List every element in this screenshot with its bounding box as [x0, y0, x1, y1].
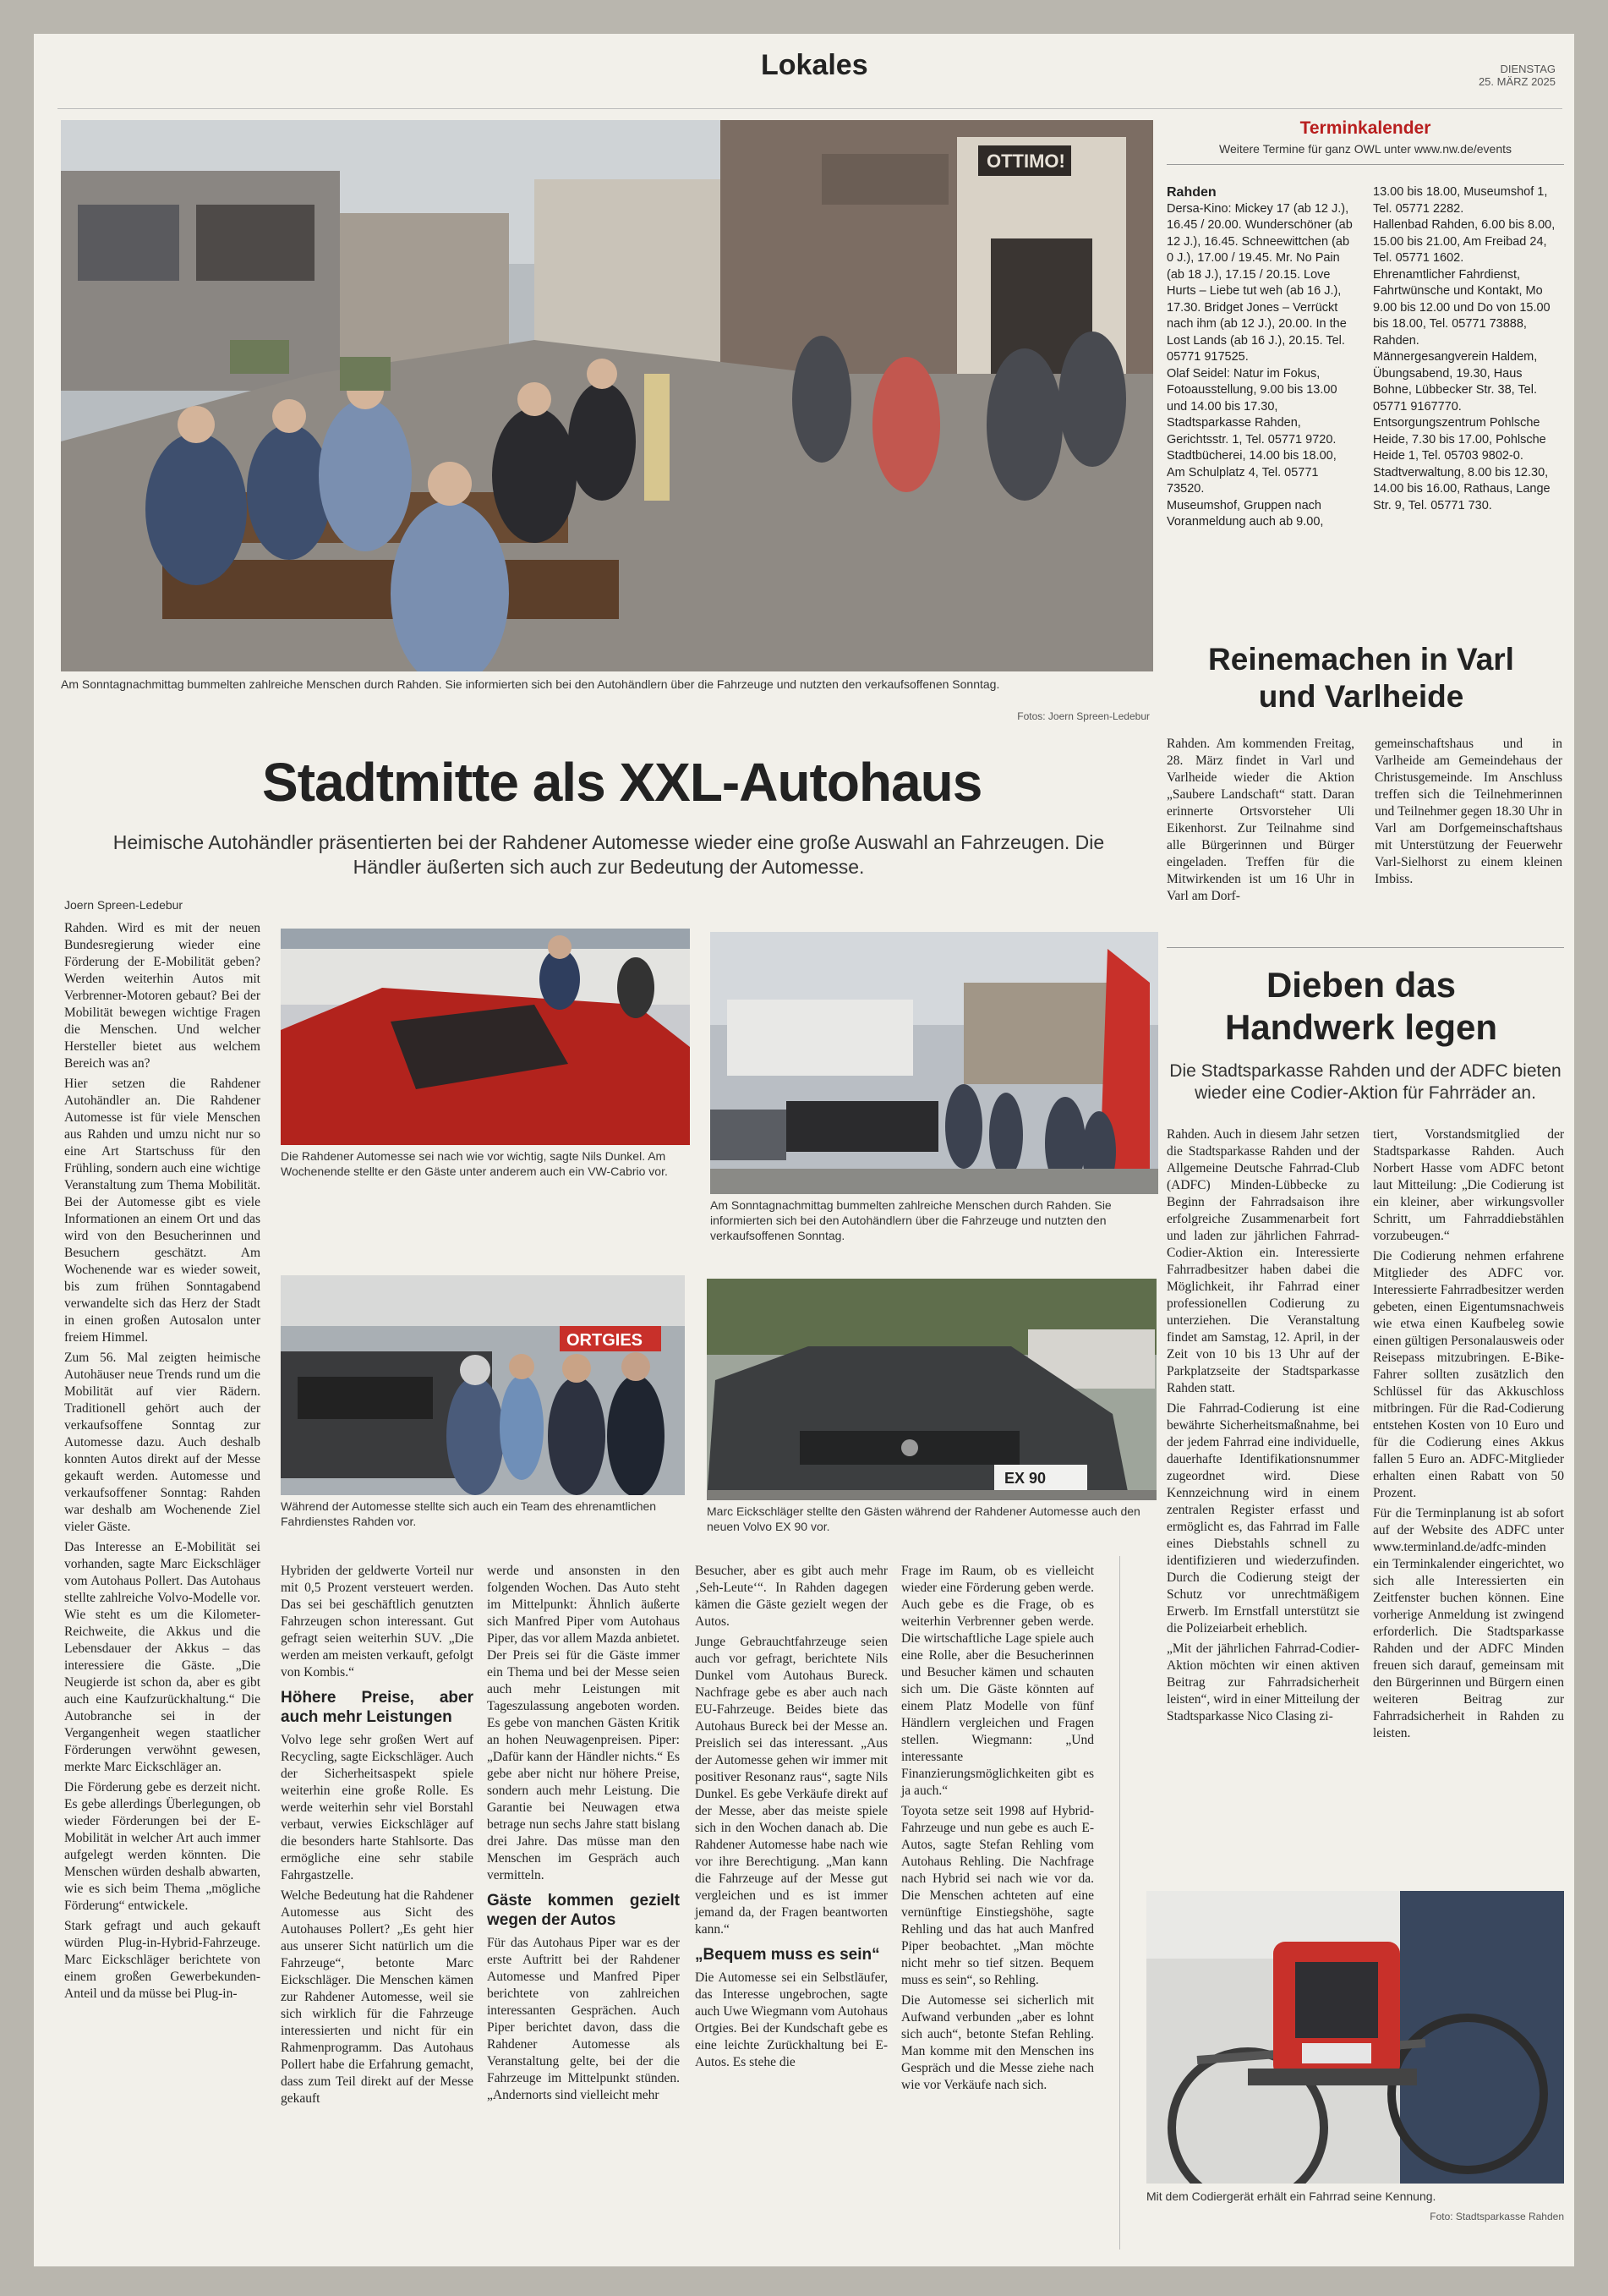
- newspaper-page: [34, 34, 1574, 2266]
- photo-cabrio-illustration: [281, 929, 690, 1145]
- hero-photo-illustration: [61, 120, 1153, 671]
- tk-entry: Stadtbücherei, 14.00 bis 18.00, Am Schulplatz 4, Tel. 05771 73520.: [1167, 449, 1337, 496]
- main-headline: Stadtmitte als XXL-Autohaus: [262, 752, 982, 813]
- subheading: Gäste kommen gezielt wegen der Autos: [487, 1892, 680, 1929]
- section-title: Lokales: [761, 49, 868, 81]
- reinemachen-column-2: gemeinschaftshaus und in Varlheide am Gemeindehaus der Christusgemeinde. Im Anschluss treffen sich die Teilnehmerinnen und Teilnehmer gegen 18.30 Uhr in Varl am Dorfgemeinschaftshaus mit Unterstützung der Feuerwehr Varl-Sielhorst zu einem kleinen Imbiss.: [1375, 737, 1562, 886]
- photo-codiergeraet-credit: Foto: Stadtsparkasse Rahden: [1430, 2211, 1564, 2222]
- hero-shop-sign: OTTIMO!: [987, 151, 1065, 172]
- header-rule: [57, 108, 1562, 109]
- hero-photo-credit: Fotos: Joern Spreen-Ledebur: [1017, 710, 1150, 722]
- photo-cabrio: [281, 929, 690, 1145]
- terminkalender-left-column: [1167, 184, 1354, 531]
- paragraph: Frage im Raum, ob es vielleicht wieder eine Förderung geben werde. Auch gebe es die Frage, ob es weiterhin Verbrenner geben werde. Die wirtschaftliche Lage spiele auch eine Rolle, aber die Besucherinnen und Besucher kämen und schauten sich um. Die Gäste könnten auf einem Platz Modelle von fünf Händlern vergleichen und Fragen stellen. Wiegmann: „Und interessante Finanzierungsmöglichkeiten gibt es ja auch.“: [901, 1564, 1094, 1798]
- main-column-1: [64, 920, 260, 2006]
- paragraph: Für das Autohaus Piper war es der erste Auftritt bei der Rahdener Automesse und Manfred Piper berichtete von zahlreichen interessanten Gesprächen. Auch Piper berichtet davon, dass die Rahdener Automesse als Veranstaltung gelte, bei der die Fahrzeuge im Mittelpunkt stünden. „Andernorts sind vielleicht mehr: [487, 1936, 680, 2102]
- photo-crowd-illustration: [710, 932, 1158, 1194]
- main-column-3: [487, 1563, 680, 2107]
- terminkalender-rule: [1167, 164, 1564, 165]
- dieben-rule: [1167, 947, 1564, 948]
- date: 25. MÄRZ 2025: [1478, 75, 1556, 88]
- paragraph: Das Interesse an E-Mobilität sei vorhanden, sagte Marc Eickschläger vom Autohaus Pollert. Das Autohaus stellte zahlreiche Volvo-Modelle vor. Wie steht es um die Kilometer-Reichweite, die Akkus und die Lebensdauer der Akkus – das interessiere die Gäste. „Die Neugierde ist schon da, aber es gibt auch eine Kaufzurückhaltung.“ Die Autobranche sei in der Vergangenheit wegen staatlicher Förderungen verwöhnt gewesen, merkte Marc Eickschläger an.: [64, 1540, 260, 1774]
- terminkalender-box: [1167, 118, 1564, 677]
- dieben-deck: Die Stadtsparkasse Rahden und der ADFC bieten wieder eine Codier-Aktion für Fahrräder an.: [1169, 1061, 1562, 1103]
- reinemachen-headline: Reinemachen in Varl und Varlheide: [1208, 642, 1514, 714]
- tk-entry: Olaf Seidel: Natur im Fokus, Fotoausstellung, 9.00 bis 13.00 und 14.00 bis 17.30, Stadtsparkasse Rahden, Gerichtsstr. 1, Tel. 05771 9720.: [1167, 366, 1337, 447]
- paragraph: Die Automesse sei sicherlich mit Aufwand verbunden „aber es lohnt sich auch“, betonte Stefan Rehling. Man komme mit den Menschen ins Gespräch und die Messe ziehe nach wie vor Verkäufe nach sich.: [901, 1993, 1094, 2092]
- terminkalender-title: Terminkalender: [1299, 118, 1431, 138]
- photo-codiergeraet-caption: Mit dem Codiergerät erhält ein Fahrrad seine Kennung.: [1146, 2189, 1436, 2203]
- paragraph: Welche Bedeutung hat die Rahdener Automesse aus Sicht des Autohauses Pollert? „Es geht hier aus unserer Sicht natürlich um die Fahrzeuge“, betonte Marc Eickschläger. Die Menschen kämen zur Rahdener Automesse, weil sie sich wirklich für die Fahrzeuge interessierten und nicht für ein Rahmenprogramm. Das Autohaus Pollert habe die Erfahrung gemacht, dass zum Teil direkt auf der Messe gekauft: [281, 1888, 473, 2106]
- photo-fahrdienst-sign: ORTGIES: [566, 1331, 643, 1350]
- author: Joern Spreen-Ledebur: [64, 898, 183, 912]
- tk-entry: Museumshof, Gruppen nach Voranmeldung auch ab 9.00,: [1167, 498, 1324, 529]
- paragraph: Besucher, aber es gibt auch mehr ‚Seh-Leute‘“. In Rahden dagegen kämen die Gäste gezielt wegen der Autos.: [695, 1564, 888, 1629]
- dieben-column-1: [1167, 1126, 1359, 1729]
- tk-entry: Ehrenamtlicher Fahrdienst, Fahrtwünsche und Kontakt, Mo 9.00 bis 12.00 und Do von 15.00 bis 18.00, Tel. 05771 73888, Rahden.: [1373, 267, 1551, 348]
- hero-photo-street-scene: [61, 120, 1153, 671]
- photo-codiergeraet-illustration: [1146, 1891, 1564, 2184]
- photo-cabrio-caption: Die Rahdener Automesse sei nach wie vor wichtig, sagte Nils Dunkel. Am Wochenende stellte er den Gäste unter anderem auch ein VW-Cabrio vor.: [281, 1149, 668, 1178]
- weekday: DIENSTAG: [1500, 63, 1556, 75]
- photo-volvo: [707, 1279, 1157, 1500]
- terminkalender-subtitle: Weitere Termine für ganz OWL unter www.nw.de/events: [1218, 142, 1512, 156]
- tk-entry: Stadtverwaltung, 8.00 bis 12.30, 14.00 bis 16.00, Rathaus, Lange Str. 9, Tel. 05771 730.: [1373, 465, 1551, 512]
- photo-crowd-caption: Am Sonntagnachmittag bummelten zahlreiche Menschen durch Rahden. Sie informierten sich bei den Autohändlern über die Fahrzeuge und nutzten den verkaufsoffenen Sonntag.: [710, 1198, 1112, 1242]
- paragraph: tiert, Vorstandsmitglied der Stadtsparkasse Rahden. Auch Norbert Hasse vom ADFC betont laut Mitteilung: „Die Codierung ist ein kleiner, aber wirkungsvoller Schritt, um Fahrraddiebstählen vorzubeugen.“: [1373, 1127, 1564, 1243]
- tk-entry: Männergesangverein Haldem, Übungsabend, 19.30, Haus Bohne, Lübbecker Str. 38, Tel. 05771 9167770.: [1373, 350, 1538, 414]
- main-deck: Heimische Autohändler präsentierten bei der Rahdener Automesse wieder eine große Auswahl an Fahrzeugen. Die Händler äußerten sich auch zur Bedeutung der Automesse.: [112, 831, 1105, 878]
- photo-volvo-plate: EX 90: [1004, 1470, 1047, 1487]
- paragraph: Stark gefragt und auch gekauft würden Plug-in-Hybrid-Fahrzeuge. Marc Eickschläger berichtete von einem großen Gewerbekunden-Anteil und da müsse bei Plug-in-: [64, 1919, 260, 2001]
- photo-fahrdienst: [281, 1275, 685, 1495]
- photo-fahrdienst-illustration: [281, 1275, 685, 1495]
- tk-entry: Entsorgungszentrum Pohlsche Heide, 7.30 bis 17.00, Pohlsche Heide 1, Tel. 05703 9802-0.: [1373, 416, 1546, 463]
- photo-fahrdienst-caption: Während der Automesse stellte sich auch ein Team des ehrenamtlichen Fahrdienstes Rahden vor.: [281, 1499, 657, 1528]
- paragraph: werde und ansonsten in den folgenden Wochen. Das Auto steht im Mittelpunkt: Ähnlich äußerte sich Manfred Piper vom Autohaus Piper, das vor allem Mazda anbietet. Der Preis sei für die Gäste immer ein Thema und bei der Messe seien auch mehr Leistungen mit Tageszulassung angeboten worden. Es gebe von manchen Gästen Kritik an hohen Neuwagenpreisen. Piper: „Dafür kann der Händler nichts.“ Es gebe aber nicht nur höhere Preise, sondern auch mehr Leistung. Die Garantie bei Neuwagen etwa betrage nun sechs Jahre statt bislang drei Jahre. Das müsse man den Menschen im Gespräch auch vermitteln.: [487, 1564, 680, 1882]
- photo-crowd-cars: [710, 932, 1158, 1194]
- subheading: Höhere Preise, aber auch mehr Leistungen: [281, 1689, 473, 1726]
- paragraph: Für die Terminplanung ist ab sofort auf der Website des ADFC unter www.terminland.de/adfc-minden ein Terminkalender eingerichtet, wo sich alle Interessierten ein Zeitfenster buchen können. Eine vorherige Anmeldung ist zwingend erforderlich. Die Stadtsparkasse Rahden und der ADFC Minden freuen sich darauf, gemeinsam mit den Bürgerinnen und Bürgern einen weiteren Beitrag zur Fahrradsicherheit in Rahden zu leisten.: [1373, 1506, 1564, 1740]
- subheading: „Bequem muss es sein“: [695, 1946, 880, 1964]
- paragraph: Hybriden der geldwerte Vorteil nur mit 0,5 Prozent versteuert werden. Das sei bei geschäftlich genutzten Fahrzeugen schon interessant. Gut gefragt seien weiterhin SUV. „Die werden am meisten verkauft, gefolgt von Kombis.“: [281, 1564, 473, 1680]
- paragraph: Die Förderung gebe es derzeit nicht. Es gebe allerdings Überlegungen, ob wieder Förderungen bei der E-Mobilität in welcher Art auch immer aufgelegt werden könnten. Die Menschen würden deshalb abwarten, wie es sich beim Thema „mögliche Förderung“ entwickele.: [64, 1780, 260, 1913]
- paragraph: Volvo lege sehr großen Wert auf Recycling, sagte Eickschläger. Auch der Sicherheitsaspekt spiele weiterhin eine große Rolle. Es werde weiterhin sehr viel Borstahl verbaut, verwies Eickschläger auf die besonders harte Stahlsorte. Das ermögliche eine sehr stabile Fahrgastzelle.: [281, 1733, 473, 1882]
- reinemachen-column-1: Rahden. Am kommenden Freitag, 28. März findet in Varl und Varlheide wieder die Aktion „Saubere Landschaft“ statt. Daran erinnerte Ortsvorsteher Uli Eikenhorst. Zur Teilnahme sind alle Bürgerinnen und Bürger eingeladen. Treffen für die Mitwirkenden ist um 16 Uhr in Varl am Dorf-: [1167, 737, 1354, 903]
- photo-volvo-illustration: [707, 1279, 1157, 1500]
- main-column-2: [281, 1563, 473, 2111]
- tk-entry: Hallenbad Rahden, 6.00 bis 8.00, 15.00 bis 21.00, Am Freibad 24, Tel. 05771 1602.: [1373, 218, 1556, 265]
- photo-volvo-caption: Marc Eickschläger stellte den Gästen während der Rahdener Automesse auch den neuen Volvo EX 90 vor.: [707, 1504, 1140, 1533]
- paragraph: Rahden. Wird es mit der neuen Bundesregierung wieder eine Förderung der E-Mobilität geben? Werden weiterhin Autos mit Verbrenner-Motoren gebaut? Bei der Mobilität bewegen wichtige Fragen die Menschen. Und welcher Hersteller bietet aus welchem Bereich was an?: [64, 921, 260, 1071]
- photo-codiergeraet: [1146, 1891, 1564, 2184]
- main-column-5: [901, 1563, 1094, 2097]
- tk-entry: 13.00 bis 18.00, Museumshof 1, Tel. 05771 2282.: [1373, 185, 1548, 216]
- paragraph: Zum 56. Mal zeigten heimische Autohäuser neue Trends rund um die Mobilität auf vier Rädern. Traditionell gehört auch der verkaufsoffene Sonntag zur Automesse dazu. Auch deshalb konnten Autos direkt auf der Messe gekauft werden. Automesse und verkaufsoffener Sonntag: Rahden war deshalb am Wochenende Ziel vieler Gäste.: [64, 1351, 260, 1534]
- tk-entry: Dersa-Kino: Mickey 17 (ab 12 J.), 16.45 / 20.00. Wunderschöner (ab 12 J.), 16.45. Schneewittchen (ab 0 J.), 17.00 / 19.45. Mr. No Pain (ab 18 J.), 17.15 / 20.15. Love Hurts – Liebe tut weh (ab 16 J.), 17.30. Bridget Jones – Verrückt nach ihm (ab 12 J.), 20.00. In the Lost Lands (ab 16 J.), 20.15. Tel. 05771 917525.: [1167, 201, 1353, 364]
- paragraph: Die Fahrrad-Codierung ist eine bewährte Sicherheitsmaßnahme, bei der jedem Fahrrad eine individuelle, dauerhafte Identifikationsnummer zugeordnet wird. Diese Kennzeichnung wird in einem zentralen Register erfasst und ermöglicht es, das Fahrrad im Falle eines Diebstahls schnell zu identifizieren und wiederzufinden. Durch die Codierung steigt der Schutz vor unrechtmäßigem Erwerb. Im Ernstfall unterstützt sie die Polizeiarbeit erheblich.: [1167, 1401, 1359, 1636]
- column-divider: [1119, 1556, 1120, 2249]
- paragraph: Hier setzen die Rahdener Autohändler an. Die Rahdener Automesse ist für viele Menschen aus Rahden und umzu nicht nur so eine Art Startschuss für den Frühling, sondern auch eine wichtige Veranstaltung zum Thema Mobilität. Bei der Automesse gibt es viele Informationen an einem Ort und das wird von den Besucherinnen und Besuchern geschätzt. Am Wochenende war es wieder soweit, bis zum frühen Sonntagabend verwandelte sich das Herz der Stadt in einen großen Autosalon unter freiem Himmel.: [64, 1077, 260, 1345]
- paragraph: Rahden. Auch in diesem Jahr setzen die Stadtsparkasse Rahden und der Allgemeine Deutsche Fahrrad-Club (ADFC) Minden-Lübbecke zu Beginn der Fahrradsaison ihre erfolgreiche Zusammenarbeit fort und laden zur jährlichen Fahrrad-Codier-Aktion ein. Interessierte Fahrradbesitzer haben dabei die Möglichkeit, ihr Fahrrad einer professionellen Codierung zu unterziehen. Die Veranstaltung findet am Samstag, 12. April, in der Zeit von 10 bis 13 Uhr auf der Parkplatzseite der Stadtsparkasse Rahden statt.: [1167, 1127, 1359, 1395]
- tk-place: Rahden: [1167, 185, 1217, 200]
- paragraph: Toyota setze seit 1998 auf Hybrid-Fahrzeuge und nun gebe es auch E-Autos, sagte Stefan Rehling vom Autohaus Rehling. Die Nachfrage nach Hybrid sei nach wie vor da. Die Menschen achteten auf eine vernünftige Einstiegshöhe, sagte Rehling und das hat auch Manfred Piper beobachtet. „Man möchte nicht mehr so tief sitzen. Bequem muss es sein“, so Rehling.: [901, 1804, 1094, 1987]
- paragraph: Die Codierung nehmen erfahrene Mitglieder des ADFC vor. Interessierte Fahrradbesitzer werden gebeten, einen Eigentumsnachweis wie etwa einen Kaufbeleg sowie einen gültigen Personalausweis oder Reisepass mitzubringen. E-Bike-Fahrer sollten zusätzlich den Schlüssel für das Akkuschloss mitbringen. Für die Rad-Codierung entstehen Kosten von 10 Euro und für die Codierung eines Akkus fallen 5 Euro an. ADFC-Mitglieder erhalten einen Rabatt von 50 Prozent.: [1373, 1249, 1564, 1500]
- dieben-column-2: [1373, 1126, 1564, 1745]
- paragraph: „Mit der jährlichen Fahrrad-Codier-Aktion möchten wir einen aktiven Beitrag zur Fahrradsicherheit leisten“, wird in einer Mitteilung der Stadtsparkasse Nico Clasing zi-: [1167, 1641, 1359, 1723]
- main-column-4: [695, 1563, 888, 2074]
- dateline: [1403, 63, 1556, 88]
- dieben-headline: Dieben das Handwerk legen: [1224, 965, 1498, 1047]
- paragraph: Die Automesse sei ein Selbstläufer, das Interesse ungebrochen, sagte auch Uwe Wiegmann vom Autohaus Ortgies. Bei der Kundschaft gebe es eine leichte Zurückhaltung bei E-Autos. Es stehe die: [695, 1970, 888, 2069]
- hero-caption: Am Sonntagnachmittag bummelten zahlreiche Menschen durch Rahden. Sie informierten sich bei den Autohändlern über die Fahrzeuge und nutzten den verkaufsoffenen Sonntag.: [61, 677, 1000, 691]
- paragraph: Junge Gebrauchtfahrzeuge seien auch vor gefragt, berichtete Nils Dunkel vom Autohaus Bureck. Nachfrage gebe es aber auch nach EU-Fahrzeuge. Beides biete das Autohaus Bureck bei der Messe an. Preislich sei das interessant. „Aus der Automesse gehen wir immer mit positiver Resonanz raus“, sagte Nils Dunkel. Es gebe Verkäufe direkt auf der Messe, aber das meiste spiele sich in den Wochen danach ab. Die Rahdener Automesse habe nach wie vor ihre Berechtigung. „Man kann die Fahrzeuge auf der Messe gut vergleichen und es ist immer jemand da, der Fragen beantworten kann.“: [695, 1635, 888, 1937]
- terminkalender-right-column: [1373, 184, 1561, 514]
